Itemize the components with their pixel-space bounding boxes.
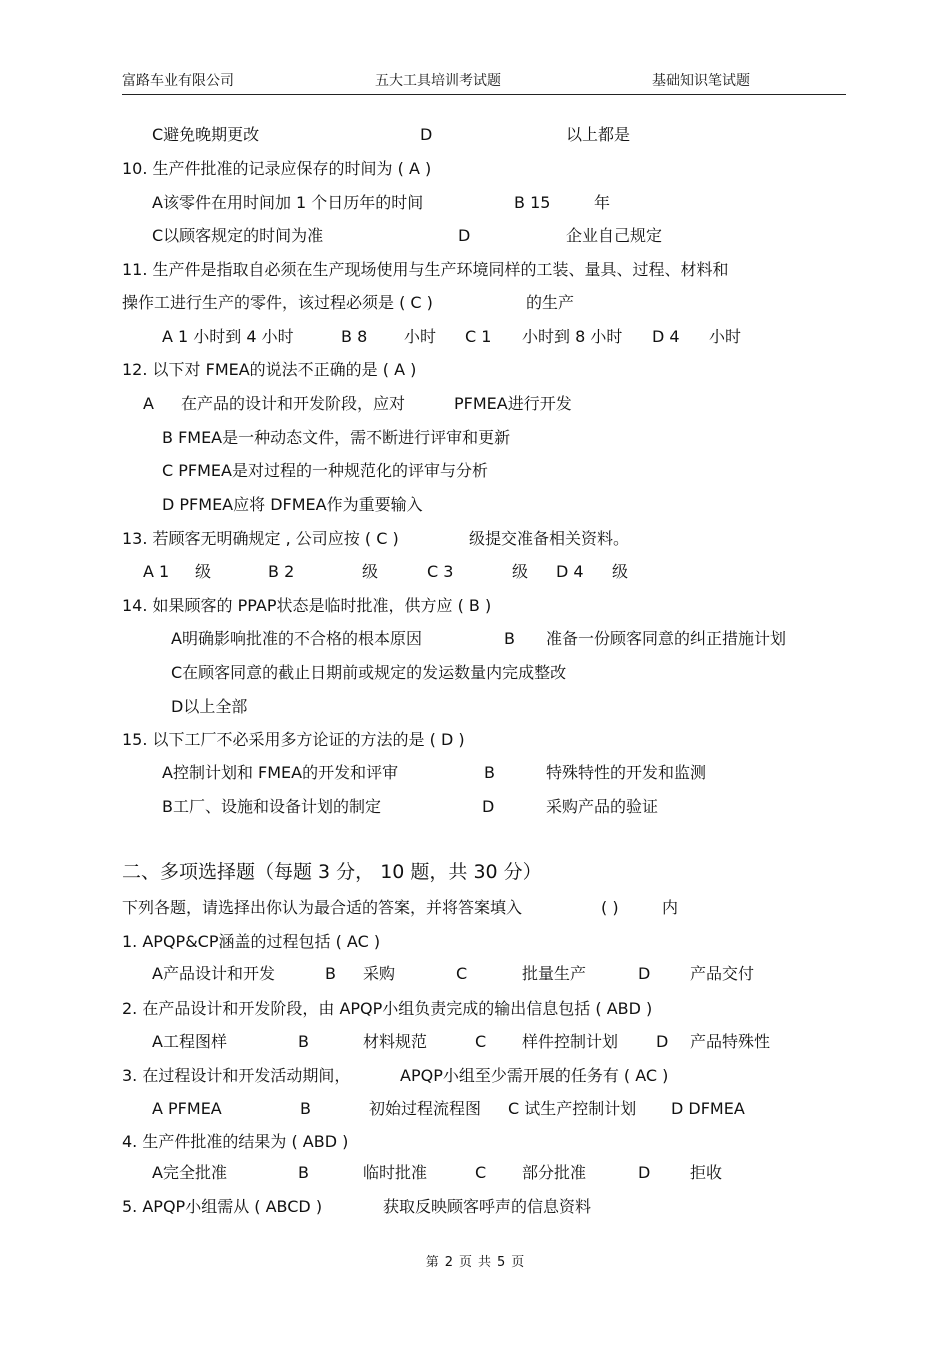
mq-3: 3. 在过程设计和开发活动期间， bbox=[122, 1066, 351, 1085]
text-line: A 1 bbox=[143, 562, 170, 581]
footer-page-num: 2 bbox=[444, 1255, 453, 1270]
text-line: B 8 bbox=[341, 327, 368, 346]
text-line: 采购 bbox=[363, 964, 396, 983]
text-line: D bbox=[656, 1032, 669, 1051]
text-line: A工程图样 bbox=[152, 1032, 227, 1051]
text-line: ( ) bbox=[601, 898, 619, 917]
text-line: A bbox=[143, 394, 154, 413]
text-line: 年 bbox=[594, 193, 611, 212]
section-heading: 二、多项选择题（每题 3 分， 10 题，共 30 分） bbox=[122, 861, 542, 883]
header-category: 基础知识笔试题 bbox=[652, 73, 750, 89]
text-line: C 1 bbox=[465, 327, 492, 346]
text-line: 初始过程流程图 bbox=[369, 1099, 482, 1118]
text-line: 内 bbox=[662, 898, 679, 917]
question-10: 10. 生产件批准的记录应保存的时间为 ( A ) bbox=[122, 159, 432, 178]
text-line: 小时 bbox=[404, 327, 437, 346]
section-instructions: 下列各题，请选择出你认为最合适的答案，并将答案填入 bbox=[122, 898, 523, 917]
text-line: 级 bbox=[195, 562, 212, 581]
text-line: D 4 bbox=[556, 562, 584, 581]
text-line: A明确影响批准的不合格的根本原因 bbox=[171, 629, 422, 648]
header-divider bbox=[122, 94, 846, 95]
text-line: 企业自己规定 bbox=[566, 226, 663, 245]
mq-1: 1. APQP&CP涵盖的过程包括 ( AC ) bbox=[122, 932, 381, 951]
text-line: 临时批准 bbox=[363, 1163, 428, 1182]
mq-4: 4. 生产件批准的结果为 ( ABD ) bbox=[122, 1132, 349, 1151]
text-line: PFMEA进行开发 bbox=[454, 394, 572, 413]
footer-total-label: 共 bbox=[478, 1255, 492, 1270]
text-line: 以上都是 bbox=[566, 125, 631, 144]
footer-total-num: 5 bbox=[497, 1255, 506, 1270]
text-line: 材料规范 bbox=[363, 1032, 428, 1051]
text-line: 产品特殊性 bbox=[690, 1032, 771, 1051]
footer-page-unit: 页 bbox=[458, 1255, 472, 1270]
text-line: 级 bbox=[612, 562, 629, 581]
text-line: 级 bbox=[362, 562, 379, 581]
text-line: 拒收 bbox=[690, 1163, 723, 1182]
question-12: 12. 以下对 FMEA的说法不正确的是 ( A ) bbox=[122, 360, 417, 379]
question-11: 11. 生产件是指取自必须在生产现场使用与生产环境同样的工装、量具、过程、材料和 bbox=[122, 260, 729, 279]
text-line: D PFMEA应将 DFMEA作为重要输入 bbox=[162, 495, 423, 514]
text-line: C以顾客规定的时间为准 bbox=[152, 226, 324, 245]
text-line: 产品交付 bbox=[690, 964, 755, 983]
text-line: C 试生产控制计划 bbox=[508, 1099, 637, 1118]
text-line: B bbox=[484, 763, 495, 782]
text-line: 样件控制计划 bbox=[522, 1032, 619, 1051]
text-line: C bbox=[475, 1163, 487, 1182]
header-company: 富路车业有限公司 bbox=[122, 73, 234, 89]
text-line: 批量生产 bbox=[522, 964, 587, 983]
text-line: 获取反映顾客呼声的信息资料 bbox=[383, 1197, 592, 1216]
text-line: 在产品的设计和开发阶段，应对 bbox=[181, 394, 406, 413]
text-line: A产品设计和开发 bbox=[152, 964, 275, 983]
text-line: C 3 bbox=[427, 562, 454, 581]
text-line: B bbox=[325, 964, 336, 983]
footer-total-unit: 页 bbox=[511, 1255, 525, 1270]
text-line: 特殊特性的开发和监测 bbox=[546, 763, 707, 782]
text-line: B bbox=[300, 1099, 311, 1118]
mq-5: 5. APQP小组需从 ( ABCD ) bbox=[122, 1197, 323, 1216]
text-line: C bbox=[456, 964, 468, 983]
text-line: 小时到 8 小时 bbox=[522, 327, 623, 346]
text-line: 准备一份顾客同意的纠正措施计划 bbox=[546, 629, 787, 648]
header-title: 五大工具培训考试题 bbox=[375, 73, 501, 89]
text-line: C PFMEA是对过程的一种规范化的评审与分析 bbox=[162, 461, 488, 480]
text-line: D 4 bbox=[652, 327, 680, 346]
text-line: 小时 bbox=[709, 327, 742, 346]
question-15: 15. 以下工厂不必采用多方论证的方法的是 ( D ) bbox=[122, 730, 465, 749]
text-line: B FMEA是一种动态文件，需不断进行评审和更新 bbox=[162, 428, 511, 447]
text-line: B工厂、设施和设备计划的制定 bbox=[162, 797, 381, 816]
mq-2: 2. 在产品设计和开发阶段，由 APQP小组负责完成的输出信息包括 ( ABD ) bbox=[122, 999, 653, 1018]
text-line: D bbox=[638, 1163, 651, 1182]
text-line: D DFMEA bbox=[671, 1099, 745, 1118]
text-line: A PFMEA bbox=[152, 1099, 222, 1118]
text-line: D bbox=[458, 226, 471, 245]
text-line: 采购产品的验证 bbox=[546, 797, 659, 816]
text-line: B bbox=[504, 629, 515, 648]
text-line: B 2 bbox=[268, 562, 295, 581]
text-line: A完全批准 bbox=[152, 1163, 227, 1182]
text-line: C在顾客同意的截止日期前或规定的发运数量内完成整改 bbox=[171, 663, 567, 682]
text-line: A 1 小时到 4 小时 bbox=[162, 327, 294, 346]
text-line: B bbox=[298, 1163, 309, 1182]
text-line: 操作工进行生产的零件，该过程必须是 ( C ) bbox=[122, 293, 433, 312]
question-13: 13. 若顾客无明确规定 , 公司应按 ( C ) bbox=[122, 529, 399, 548]
text-line: C bbox=[475, 1032, 487, 1051]
text-line: A控制计划和 FMEA的开发和评审 bbox=[162, 763, 399, 782]
text-line: APQP小组至少需开展的任务有 ( AC ) bbox=[400, 1066, 669, 1085]
text-line: B 15 bbox=[514, 193, 551, 212]
text-line: D bbox=[420, 125, 433, 144]
text-line: 的生产 bbox=[526, 293, 575, 312]
text-line: A该零件在用时间加 1 个日历年的时间 bbox=[152, 193, 424, 212]
text-line: B bbox=[298, 1032, 309, 1051]
text-line: 级提交准备相关资料。 bbox=[469, 529, 630, 548]
text-line: D以上全部 bbox=[171, 697, 248, 716]
text-line: 部分批准 bbox=[522, 1163, 587, 1182]
text-line: D bbox=[482, 797, 495, 816]
text-line: C避免晚期更改 bbox=[152, 125, 260, 144]
text-line: 级 bbox=[512, 562, 529, 581]
page-footer bbox=[0, 1251, 950, 1270]
footer-page-label: 第 bbox=[425, 1255, 439, 1270]
question-14: 14. 如果顾客的 PPAP状态是临时批准，供方应 ( B ) bbox=[122, 596, 492, 615]
text-line: D bbox=[638, 964, 651, 983]
